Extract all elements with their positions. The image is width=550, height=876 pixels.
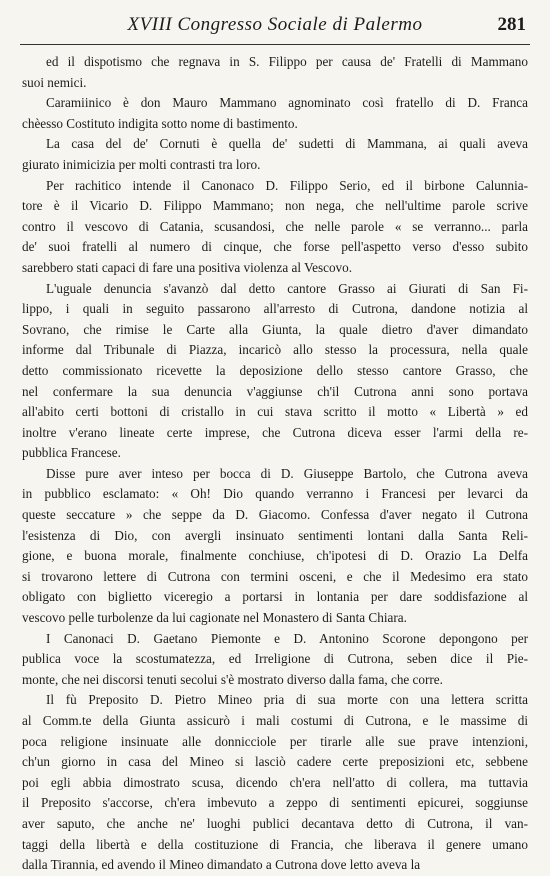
text-line: Il fù Preposito D. Pietro Mineo pria di sua morte con una lettera scritta [46, 692, 528, 708]
text-line: si trovarono lettere di Cutrona con termini osceni, e che il Medesimo era stato [22, 568, 528, 584]
text-line: poi egli abbia dimostrato scusa, dicendo ch'era nell'atto di collera, ma tuttavia [22, 774, 528, 790]
text-line: queste seccature » che seppe da D. Giacomo. Confessa d'aver negato il Cutrona [22, 507, 528, 523]
paragraph [22, 176, 528, 279]
text-line: poca religione insinuate alle donnicciole per tirarle alle sue prave intenzioni, [22, 733, 528, 749]
text-line: chèesso Costituto indigita sotto nome di bastimento. [22, 115, 298, 131]
text-line: il Preposito s'accorse, ch'era imbevuto a zeppo di sentimenti epicurei, soggiunse [22, 795, 528, 811]
paragraph [22, 464, 528, 629]
text-line: I Canonaci D. Gaetano Piemonte e D. Antonino Scorone depongono per [46, 630, 528, 646]
running-title: XVIII Congresso Sociale di Palermo [127, 14, 423, 35]
text-line: La casa del de' Cornuti è quella de' sudetti di Mammana, ai quali aveva [46, 136, 528, 152]
text-line: detto commissionato ricevette la deposizione dello stesso cantore Grasso, che [22, 362, 528, 378]
text-line: lippo, i quali in seguito passarono all'arresto di Cutrona, dandone notizia al [22, 301, 528, 317]
paragraph [22, 134, 528, 175]
text-line: monte, che nei discorsi tenuti secolui s'è mostrato diverso dalla fama, che corre. [22, 671, 443, 687]
text-line: obligato con biglietto viceregio a portarsi in lontania per dare soddisfazione al [22, 589, 528, 605]
text-line: ch'un giorno in casa del Mineo si lasciò cadere certe preposizioni etc, sebbene [22, 754, 528, 770]
text-line: Disse pure aver inteso per bocca di D. Giuseppe Bartolo, che Cutrona aveva [46, 465, 528, 481]
text-line: giurato inimicizia per molti contrasti tra loro. [22, 156, 261, 172]
text-line: gione, e buona morale, finalmente conchiuse, ch'ipotesi di D. Orazio La Delfa [22, 548, 528, 564]
text-line: in pubblico esclamato: « Oh! Dio quando verranno i Francesi per levarci da [22, 486, 528, 502]
text-line: publica voce la scostumatezza, ed Irreligione di Cutrona, seben dice il Pie- [22, 651, 528, 667]
text-line: taggi della libertà e della costituzione di Francia, che liberava il genere umano [22, 836, 528, 852]
page-number: 281 [497, 14, 526, 35]
text-line: nel confermare la sua denuncia v'aggiunse ch'il Cutrona anni sono portava [22, 383, 528, 399]
text-line: l'esistenza di Dio, con avergli insinuato sentimenti lontani dalla Santa Reli- [22, 527, 528, 543]
text-line: all'abito certi bottoni di cristallo in cui stava scritto il motto « Libertà » ed [22, 404, 528, 420]
text-line: dalla Tirannia, ed avendo il Mineo dimandato a Cutrona dove letto aveva la [22, 857, 421, 873]
paragraph [22, 52, 528, 93]
paragraph [22, 690, 528, 875]
body-text [22, 52, 528, 876]
paragraph [22, 93, 528, 134]
text-line: Per rachitico intende il Canonaco D. Filippo Serio, ed il birbone Calunnia- [46, 177, 528, 193]
text-line: informe dal Tribunale di Piazza, incaricò allo stesso la processura, nella quale [22, 342, 528, 358]
text-line: tore è il Vicario D. Filippo Mammano; non nega, che nell'ultime parole scrive [22, 198, 528, 214]
text-line: aver saputo, che anche ne' luoghi publici decantava detto di Cutrona, il van- [22, 815, 528, 831]
text-line: contro il vescovo di Catania, scusandosi, che nelle parole « se verranno... parla [22, 218, 528, 234]
text-line: de' suoi fratelli al numero di cinque, che forse pell'aspetto verso d'esso subito [22, 239, 528, 255]
text-line: L'uguale denuncia s'avanzò dal detto cantore Grasso ai Giurati di San Fi- [46, 280, 528, 296]
text-line: al Comm.te della Giunta assicurò i mali costumi di Cutrona, e le massime di [22, 713, 528, 728]
text-line: sarebbero stati capaci di fare una positiva violenza al Vescovo. [22, 259, 353, 275]
text-line: Caramiinico è don Mauro Mammano agnominato così fratello di D. Franca [46, 95, 528, 111]
text-line: Sovrano, che rimise le Carte alla Giunta, la quale dietro d'aver dimandato [22, 321, 528, 337]
text-line: vescovo pelle turbolenze da lui cagionate nel Monastero di Santa Chiara. [22, 610, 407, 626]
header-rule [20, 44, 530, 45]
page-header [20, 14, 530, 44]
text-line: ed il dispotismo che regnava in S. Filippo per causa de' Fratelli di Mammano [46, 54, 528, 69]
text-line: pubblica Francese. [22, 445, 121, 461]
text-line: inoltre v'erano lineate certe imprese, che Cutrona diceva esser l'armi della re- [22, 424, 528, 440]
text-line: suoi nemici. [22, 74, 87, 90]
paragraph [22, 279, 528, 464]
paragraph [22, 629, 528, 691]
